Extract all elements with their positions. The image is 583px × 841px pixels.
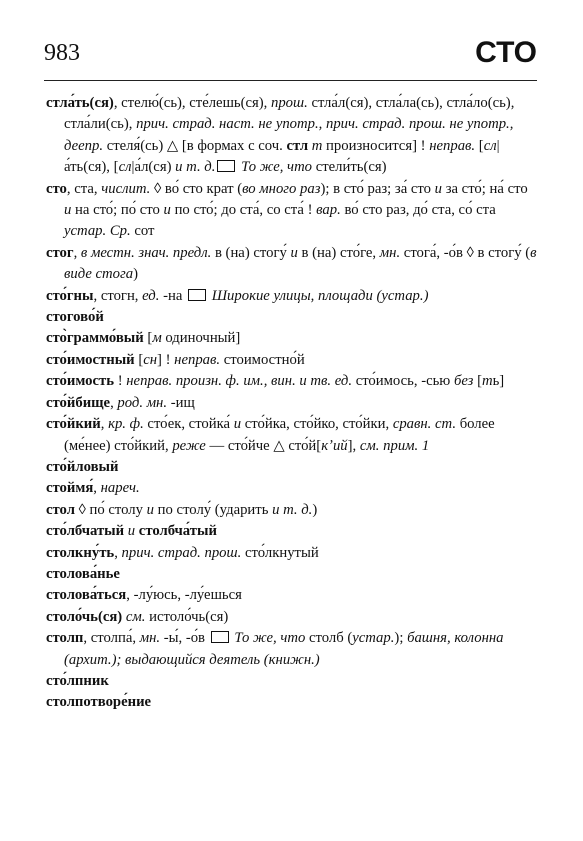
dictionary-entry <box>46 585 537 606</box>
headword: столпотворе́ние <box>46 694 152 711</box>
dictionary-entry <box>46 179 537 243</box>
entry-text: ] ! <box>157 351 175 368</box>
entry-text: , стелю́(сь), сте́лешь(ся), <box>113 95 271 111</box>
headword: сто́лбчатый <box>46 523 125 540</box>
grammar-note: м <box>152 330 162 347</box>
entry-text: ) <box>312 501 318 518</box>
headword: сто́имость <box>46 373 115 390</box>
entry-text: ) <box>133 266 138 283</box>
entry-text: стога́, -о́в ◊ в стогу́ ( <box>400 244 531 261</box>
entry-text: на сто́; по́ сто <box>71 202 164 219</box>
headword: столкну́ть <box>46 544 115 561</box>
entry-text: стеля́(сь) △ [в формах с соч. <box>103 137 287 154</box>
grammar-note: и <box>163 202 171 219</box>
headword: сто́гны <box>46 287 94 304</box>
entry-text: [ <box>134 351 144 368</box>
dictionary-entry <box>46 671 537 692</box>
headword: стол <box>46 501 75 518</box>
entry-text: сот <box>130 223 155 240</box>
grammar-note: см. <box>125 608 146 625</box>
dictionary-entry <box>46 93 537 179</box>
dictionary-entry <box>46 543 537 564</box>
grammar-note: сл <box>483 137 497 154</box>
dictionary-entry <box>46 393 537 414</box>
grammar-note: см. прим. 1 <box>359 437 430 454</box>
entry-text: ], <box>347 437 360 454</box>
entry-text: в (на) стогу́ <box>211 244 291 261</box>
headword: сто̀граммо́вый <box>46 330 144 347</box>
entry-text: [ <box>475 137 484 154</box>
headword: сто́йловый <box>46 458 119 475</box>
headword: столп <box>46 630 84 647</box>
headword: столбча́тый <box>138 523 217 540</box>
headword: сто́йбище <box>46 394 111 411</box>
grammar-note: вар. <box>316 202 341 219</box>
entry-text: ); в сто́ раз; за́ сто <box>320 180 435 197</box>
grammar-note: числит. <box>101 180 151 197</box>
dictionary-entry <box>46 521 537 542</box>
grammar-note: кʼий <box>321 437 348 454</box>
headword: стоймя́ <box>46 480 94 497</box>
dictionary-entry <box>46 350 537 371</box>
grammar-note: в местн. знач. предл. <box>80 244 212 261</box>
grammar-note: сл <box>118 159 132 176</box>
definition-box-icon <box>217 160 235 172</box>
grammar-note: То же, что <box>230 630 306 647</box>
grammar-note: башня, колонна (архит.); выдающийся деятель (книжн.) <box>64 630 508 668</box>
entry-text: стели́ть(ся) <box>312 159 387 176</box>
dictionary-entry <box>46 628 537 671</box>
grammar-note: и <box>64 202 72 219</box>
grammar-note: и <box>124 523 139 540</box>
grammar-note: сн <box>143 351 158 368</box>
grammar-note: прич. страд. наст. не употр., прич. страд. прош. не употр., деепр. <box>64 116 518 154</box>
entry-text: сто́лкнутый <box>241 544 319 561</box>
headword: сто́йкий <box>46 416 101 433</box>
entry-text: [ <box>143 330 153 347</box>
entry-text: , стогн, <box>93 287 143 304</box>
entry-text: по столу́ (ударить <box>154 501 273 518</box>
entry-text: сто́йка, сто́йко, сто́йки, <box>241 416 393 433</box>
grammar-note: прич. страд. прош. <box>121 544 242 561</box>
grammar-note: нареч. <box>100 480 140 497</box>
grammar-note: т <box>482 373 493 390</box>
entry-text: произносится] ! <box>322 137 430 154</box>
grammar-note: ед. <box>142 287 160 304</box>
entry-text: |а́ть(ся), [ <box>64 137 500 176</box>
entry-text: стла́л(ся), стла́ла(сь), стла́ло(сь), стла́ли(сь), <box>64 95 519 133</box>
definition-box-icon <box>211 631 229 643</box>
headword: сто́имостный <box>46 351 135 368</box>
grammar-note: т <box>311 137 323 154</box>
entry-text: за сто́; на́ сто <box>442 180 532 197</box>
entry-text: , <box>110 394 118 411</box>
grammar-note: неправ. <box>429 137 476 154</box>
entry-text: ь] <box>492 373 505 390</box>
grammar-note: в виде стога <box>64 244 541 283</box>
grammar-note: неправ. произн. ф. им., вин. и тв. ед. <box>126 373 353 390</box>
grammar-note: прош. <box>270 95 308 111</box>
entry-text: , <box>100 416 109 433</box>
headword: стл <box>286 137 309 154</box>
grammar-note: и <box>434 180 443 197</box>
entry-text: -на <box>159 287 187 304</box>
entry-text: |а́л(ся) <box>131 159 176 176</box>
entry-text: во́ сто раз, до́ ста, со́ ста <box>340 202 500 219</box>
grammar-note: мн. <box>379 244 401 261</box>
entry-text: -ищ <box>167 394 195 411</box>
dictionary-entry <box>46 307 537 328</box>
grammar-note: род. мн. <box>117 394 168 411</box>
dictionary-entry <box>46 328 537 349</box>
dictionary-entry <box>46 607 537 628</box>
headword: сто́лпник <box>46 672 109 689</box>
grammar-note: и <box>290 244 298 261</box>
definition-box-icon <box>188 289 206 301</box>
page-header <box>44 36 537 76</box>
entry-text: одиночный] <box>161 330 241 347</box>
grammar-note: мн. <box>139 630 161 647</box>
guide-word: СТО <box>475 36 537 69</box>
grammar-note: реже <box>172 437 206 454</box>
grammar-note: Широкие улицы, площади (устар.) <box>208 287 429 304</box>
dictionary-entry <box>46 414 537 457</box>
headword: сто <box>46 180 67 197</box>
entry-text: , ста, <box>66 180 102 197</box>
entry-text: , столпа́, <box>83 630 140 647</box>
grammar-note: во много раз <box>242 180 321 197</box>
entry-text: ! <box>114 373 127 390</box>
dictionary-entry <box>46 564 537 585</box>
grammar-note: То же, что <box>237 159 313 176</box>
grammar-note: устар. Ср. <box>64 223 131 240</box>
entry-text: по сто́; до ста́, со ста́ ! <box>170 202 317 219</box>
headword: стла́ть(ся) <box>46 95 114 111</box>
grammar-note: сравн. ст. <box>392 416 457 433</box>
entry-text: стоимостно́й <box>220 351 305 368</box>
grammar-note: и <box>146 501 154 518</box>
headword: стогово́й <box>46 309 104 326</box>
entry-text: более (ме́нее) сто́йкий, <box>64 416 499 454</box>
entry-text: ◊ во́ сто крат ( <box>150 180 243 197</box>
dictionary-entry <box>46 371 537 392</box>
grammar-note: неправ. <box>174 351 221 368</box>
dictionary-entry <box>46 457 537 478</box>
entry-text: истоло́чь(ся) <box>145 608 229 625</box>
header-rule <box>44 80 537 81</box>
entry-text: ◊ по́ столу <box>74 501 147 518</box>
entries-list <box>46 93 541 714</box>
entry-text: ); <box>394 630 408 647</box>
grammar-note: и т. д. <box>175 159 216 176</box>
grammar-note: без <box>453 373 474 390</box>
headword: столова́ться <box>46 587 127 604</box>
headword: столова́нье <box>46 565 120 582</box>
dictionary-entry <box>46 692 537 713</box>
dictionary-entry <box>46 478 537 499</box>
dictionary-entry <box>46 243 541 286</box>
entry-text: -ы́, -о́в <box>160 630 209 647</box>
entry-text: сто́имось, -сью <box>352 373 454 390</box>
dictionary-entry <box>46 500 537 521</box>
entry-text: , <box>93 480 101 497</box>
entry-text: , <box>114 544 122 561</box>
grammar-note: кр. ф. <box>108 416 144 433</box>
headword: стог <box>46 244 74 261</box>
grammar-note: и т. д. <box>272 501 313 518</box>
entry-text: , <box>73 244 81 261</box>
entry-text: [ <box>473 373 482 390</box>
entry-text: столб ( <box>305 630 353 647</box>
dictionary-entry <box>46 286 537 307</box>
entry-text: — сто́йче △ сто́й[ <box>205 437 322 454</box>
entry-text: сто́ек, стойка́ <box>143 416 234 433</box>
grammar-note: и <box>233 416 242 433</box>
headword: столо́чь(ся) <box>46 608 123 625</box>
grammar-note: устар. <box>352 630 395 647</box>
entry-text: , -лу́юсь, -лу́ешься <box>126 587 242 604</box>
page-number: 983 <box>44 40 80 66</box>
entry-text: в (на) сто́ге, <box>297 244 380 261</box>
